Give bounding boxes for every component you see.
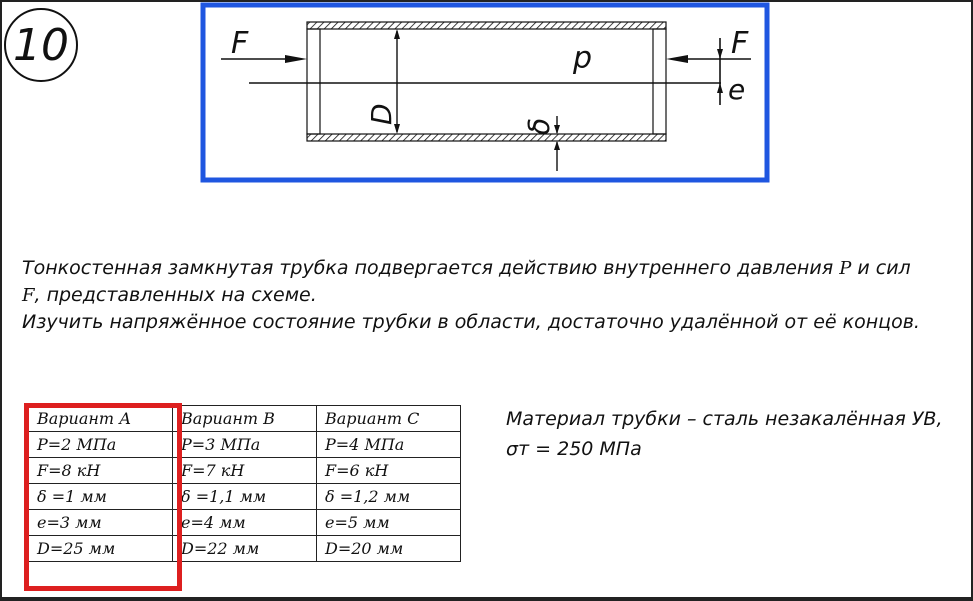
variants-row xyxy=(29,432,461,458)
description-text: Тонкостенная замкнутая трубка подвергается действию внутреннего давления xyxy=(22,257,834,279)
pressure-symbol: P xyxy=(839,258,852,279)
variants-row xyxy=(29,458,461,484)
variant-cell: e=4 мм xyxy=(173,510,317,536)
material-info xyxy=(506,404,942,464)
tube-top-wall xyxy=(307,22,666,29)
variant-cell: δ =1,1 мм xyxy=(173,484,317,510)
problem-number: 10 xyxy=(13,19,69,71)
description-line-1 xyxy=(22,255,967,282)
variants-row xyxy=(29,536,461,562)
variant-cell: F=6 кН xyxy=(317,458,461,484)
diameter-label: D xyxy=(365,103,398,125)
diagram-blue-box xyxy=(203,5,767,180)
variant-cell: D=25 мм xyxy=(29,536,173,562)
force-symbol: F xyxy=(22,285,35,306)
description-line-3: Изучить напряжённое состояние трубки в области, достаточно удалённой от её концов. xyxy=(22,311,920,333)
tube-bottom-wall xyxy=(307,134,666,141)
variants-table xyxy=(28,405,461,562)
variant-cell: P=3 МПа xyxy=(173,432,317,458)
variants-row xyxy=(29,484,461,510)
pressure-label: p xyxy=(573,41,593,76)
variant-cell: δ =1 мм xyxy=(29,484,173,510)
material-line-1: Материал трубки – сталь незакалённая УВ, xyxy=(506,408,943,430)
tube-left-cap xyxy=(307,29,320,134)
variant-cell: δ =1,2 мм xyxy=(317,484,461,510)
eccentricity-label: e xyxy=(728,73,746,106)
tube-right-cap xyxy=(653,29,666,134)
description-line-2 xyxy=(22,282,967,309)
variant-cell: F=8 кН xyxy=(29,458,173,484)
tube-diagram-svg xyxy=(201,3,769,182)
thickness-label: δ xyxy=(523,117,556,135)
material-line-2: σт = 250 МПа xyxy=(506,438,642,460)
variant-cell: P=2 МПа xyxy=(29,432,173,458)
variant-cell: Вариант В xyxy=(173,406,317,432)
description-text: , представленных на схеме. xyxy=(34,284,317,306)
force-right-label: F xyxy=(731,26,749,61)
problem-description xyxy=(22,255,967,335)
problem-number-badge xyxy=(4,8,78,82)
variants-header-row xyxy=(29,406,461,432)
variant-cell: P=4 МПа xyxy=(317,432,461,458)
variant-cell: e=3 мм xyxy=(29,510,173,536)
variants-row xyxy=(29,510,461,536)
tube-diagram xyxy=(201,3,769,182)
variant-cell: Вариант А xyxy=(29,406,173,432)
variant-cell: Вариант С xyxy=(317,406,461,432)
force-left-label: F xyxy=(231,26,249,61)
variant-cell: e=5 мм xyxy=(317,510,461,536)
variant-cell: D=22 мм xyxy=(173,536,317,562)
description-text: и сил xyxy=(857,257,911,279)
variants-table-wrap xyxy=(28,405,461,562)
variant-cell: D=20 мм xyxy=(317,536,461,562)
variant-cell: F=7 кН xyxy=(173,458,317,484)
